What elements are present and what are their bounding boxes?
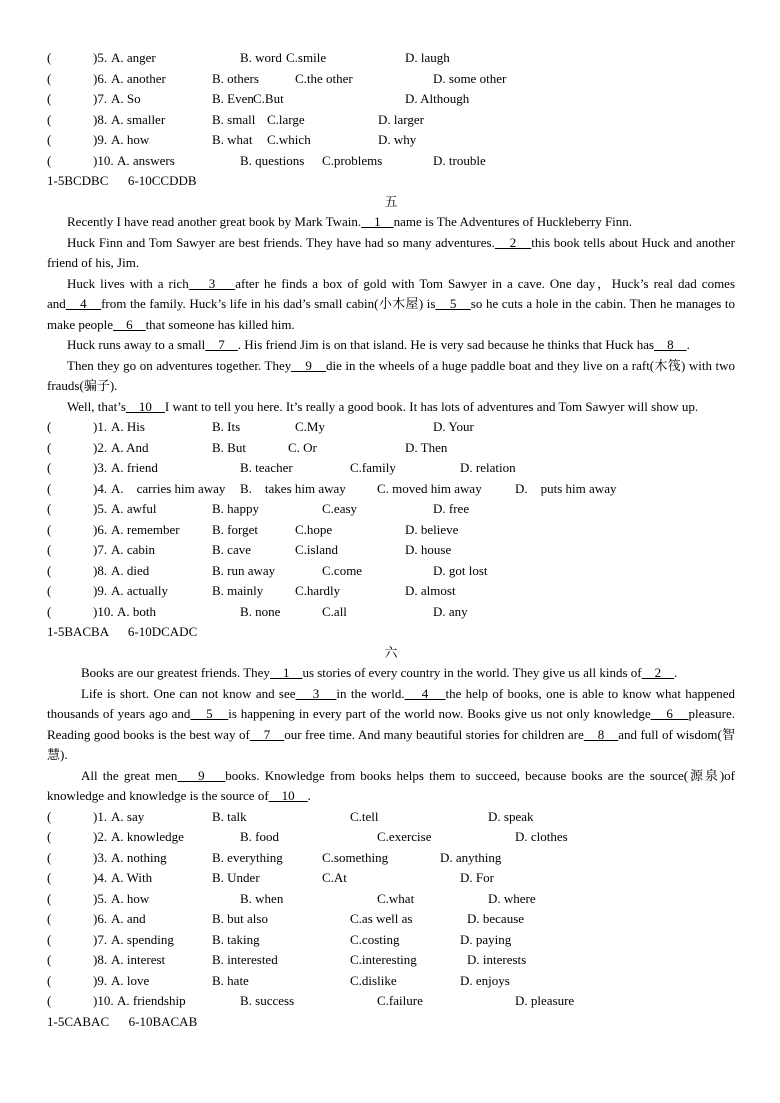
- option-a: A. actually: [111, 583, 169, 598]
- option-c: C.interesting: [350, 952, 417, 967]
- option-b: B. none: [240, 603, 281, 619]
- option-b: B. interested: [212, 952, 278, 967]
- question-number: )7.: [93, 91, 108, 106]
- question-row: [47, 89, 735, 110]
- answer-blank: (: [47, 562, 52, 578]
- question-number: )4.: [93, 870, 108, 885]
- option-c: C.At: [322, 870, 347, 885]
- passage-text: Huck runs away to a small: [67, 337, 206, 352]
- blank-number: 9: [291, 357, 326, 373]
- question-list: [47, 417, 735, 622]
- option-a: A. answers: [117, 152, 175, 168]
- option-c: C.costing: [350, 931, 400, 947]
- option-a: A. both: [117, 603, 156, 619]
- passage-text: after he finds a box of gold with Tom Sawyer in a cave. One day，Huck’s real dad comes and: [47, 275, 736, 311]
- question-row: [47, 909, 735, 930]
- question-number: )6.: [93, 911, 108, 926]
- answer-blank: (: [47, 460, 52, 475]
- passage-paragraph: [47, 663, 735, 684]
- option-b: B. everything: [212, 849, 283, 865]
- section-heading: 六: [384, 644, 398, 660]
- option-b: B. what: [212, 132, 253, 147]
- blank-number: 10: [125, 398, 165, 414]
- option-c: C.hardly: [295, 583, 341, 598]
- option-c: C.My: [295, 419, 325, 434]
- option-b: B. taking: [212, 931, 260, 947]
- option-d: D. some other: [433, 70, 507, 86]
- blank-number: 8: [583, 726, 619, 742]
- option-b: B. mainly: [212, 583, 264, 598]
- option-b: B. food: [240, 829, 279, 844]
- passage-text: name is The Adventures of Huckleberry Finn.: [393, 214, 633, 229]
- answer-blank: (: [47, 911, 52, 926]
- answer-key: 1-5BCDBC 6-10CCDDB: [47, 173, 197, 188]
- option-d: D. free: [433, 501, 470, 516]
- passage-text: pleasure. Reading good books is the best way of: [47, 706, 736, 742]
- question-list: [47, 48, 735, 171]
- option-c: C. moved him away: [377, 480, 482, 496]
- option-b: B. run away: [212, 562, 276, 578]
- question-row: [47, 827, 735, 848]
- passage: [47, 663, 735, 807]
- option-c: C.But: [253, 91, 284, 106]
- passage-text: that someone has killed him.: [145, 316, 295, 332]
- option-c: C.tell: [350, 808, 379, 824]
- passage-text: our free time. And many beautiful stories for children are: [284, 726, 584, 742]
- option-c: C.problems: [322, 152, 383, 168]
- option-d: D. because: [467, 911, 525, 926]
- passage-text: is happening in every part of the world now. Books give us not only knowledge: [228, 706, 651, 721]
- answer-blank: (: [47, 993, 52, 1008]
- blank-number: 3: [188, 275, 236, 291]
- option-a: A. With: [111, 870, 153, 885]
- passage-text: books. Knowledge from books helps them to succeed, because books are the source(源泉)of knowledge and knowledge is the source of: [47, 767, 736, 803]
- passage-text: Then they go on adventures together. They: [67, 357, 292, 373]
- answer-blank: (: [47, 849, 52, 865]
- question-row: [47, 151, 735, 172]
- answer-blank: (: [47, 111, 52, 127]
- option-d: D. believe: [405, 521, 459, 537]
- option-c: C. Or: [288, 439, 317, 455]
- option-b: B. success: [240, 993, 295, 1008]
- passage-text: Huck lives with a rich: [67, 275, 189, 291]
- option-a: A. nothing: [111, 849, 167, 865]
- question-number: )9.: [93, 583, 108, 598]
- option-b: B. small: [212, 111, 256, 127]
- passage-paragraph: [47, 233, 735, 274]
- answer-blank: (: [47, 952, 52, 967]
- passage-text: I want to tell you here. It’s really a good book. It has lots of adventures and Tom Sawyer will show up.: [164, 398, 699, 414]
- option-d: D. trouble: [433, 152, 486, 168]
- option-a: A. anger: [111, 50, 156, 65]
- option-c: C.smile: [286, 50, 327, 65]
- passage-text: . His friend Jim is on that island. He is very sad because he thinks that Huck has: [237, 337, 655, 352]
- answer-blank: (: [47, 583, 52, 598]
- question-number: )3.: [93, 849, 108, 865]
- blank-number: 9: [177, 767, 226, 783]
- question-number: )2.: [93, 829, 108, 844]
- option-a: A. friend: [111, 460, 158, 475]
- option-a: A. remember: [111, 521, 180, 537]
- option-a: A. smaller: [111, 111, 166, 127]
- passage-text: Huck Finn and Tom Sawyer are best friends. They have had so many adventures.: [67, 234, 495, 250]
- option-d: D. clothes: [515, 829, 568, 844]
- option-d: D. puts him away: [515, 480, 617, 496]
- option-c: C.large: [267, 111, 305, 127]
- option-b: B. others: [212, 70, 259, 86]
- option-a: A. interest: [111, 952, 166, 967]
- passage-text: the help of books, one is able to know what happened thousands of years ago and: [47, 685, 736, 721]
- question-row: [47, 930, 735, 951]
- passage-paragraph: [47, 356, 735, 397]
- blank-number: 1: [269, 665, 303, 680]
- passage-text: Recently I have read another great book by Mark Twain.: [67, 214, 362, 229]
- option-c: C.easy: [322, 501, 358, 516]
- question-number: )2.: [93, 439, 108, 455]
- question-number: )5.: [93, 890, 108, 906]
- question-number: )6.: [93, 521, 108, 537]
- question-number: )5.: [93, 50, 108, 65]
- passage-text: Well, that’s: [67, 398, 126, 414]
- option-a: A. say: [111, 808, 145, 824]
- option-a: A. spending: [111, 931, 174, 947]
- option-a: A. And: [111, 439, 149, 455]
- option-b: B. takes him away: [240, 480, 346, 496]
- blank-number: 2: [641, 665, 675, 680]
- option-d: D. Your: [433, 419, 474, 434]
- question-number: )1.: [93, 419, 108, 434]
- question-row: [47, 971, 735, 992]
- passage-paragraph: [47, 684, 735, 766]
- option-b: B. But: [212, 439, 246, 455]
- option-d: D. laugh: [405, 50, 450, 65]
- option-c: C.the other: [295, 70, 353, 86]
- option-d: D. interests: [467, 952, 527, 967]
- question-number: )8.: [93, 562, 108, 578]
- question-row: [47, 417, 735, 438]
- question-number: )9.: [93, 132, 108, 147]
- option-a: A. cabin: [111, 542, 156, 557]
- blank-number: 8: [654, 337, 687, 352]
- option-d: D. paying: [460, 931, 512, 947]
- document-page: [47, 48, 735, 1032]
- option-d: D. enjoys: [460, 972, 510, 988]
- question-row: [47, 561, 735, 582]
- passage-text: us stories of every country in the world. They give us all kinds of: [302, 665, 642, 680]
- option-b: B. teacher: [240, 460, 293, 475]
- question-number: )5.: [93, 501, 108, 516]
- answer-blank: (: [47, 972, 52, 988]
- option-d: D. pleasure: [515, 993, 575, 1008]
- blank-number: 2: [494, 234, 532, 250]
- option-d: D. got lost: [433, 562, 488, 578]
- blank-number: 1: [361, 214, 394, 229]
- option-b: B. Its: [212, 419, 241, 434]
- answer-blank: (: [47, 50, 52, 65]
- option-d: D. For: [460, 870, 494, 885]
- passage-text: die in the wheels of a huge paddle boat and they live on a raft(木筏) with two frauds(骗子).: [47, 357, 736, 393]
- option-c: C.dislike: [350, 972, 397, 988]
- option-a: A. another: [111, 70, 166, 86]
- option-a: A. how: [111, 132, 150, 147]
- question-row: [47, 602, 735, 623]
- option-b: B. Under: [212, 870, 260, 885]
- question-number: )10.: [93, 603, 114, 619]
- answer-blank: (: [47, 70, 52, 86]
- option-a: A. and: [111, 911, 146, 926]
- question-row: [47, 807, 735, 828]
- answer-blank: (: [47, 132, 52, 147]
- question-number: )7.: [93, 542, 108, 557]
- option-c: C.hope: [295, 521, 333, 537]
- answer-blank: (: [47, 870, 52, 885]
- passage: [47, 212, 735, 417]
- answer-blank: (: [47, 521, 52, 537]
- option-d: D. house: [405, 542, 452, 557]
- option-b: B. cave: [212, 542, 251, 557]
- passage-text: .: [674, 665, 678, 680]
- option-b: B. questions: [240, 152, 305, 168]
- option-d: D. where: [488, 890, 536, 906]
- option-a: A. died: [111, 562, 150, 578]
- question-number: )10.: [93, 993, 114, 1008]
- passage-paragraph: [47, 397, 735, 418]
- option-a: A. awful: [111, 501, 157, 516]
- question-number: )10.: [93, 152, 114, 168]
- answer-blank: (: [47, 931, 52, 947]
- blank-number: 3: [295, 685, 337, 701]
- answer-blank: (: [47, 603, 52, 619]
- option-c: C.family: [350, 460, 396, 475]
- answer-blank: (: [47, 829, 52, 844]
- passage-paragraph: [47, 335, 735, 356]
- question-row: [47, 110, 735, 131]
- option-d: D. anything: [440, 849, 502, 865]
- option-d: D. larger: [378, 111, 424, 127]
- option-c: C.all: [322, 603, 347, 619]
- question-row: [47, 950, 735, 971]
- option-d: D. almost: [405, 583, 456, 598]
- blank-number: 4: [404, 685, 446, 701]
- passage-text: Books are our greatest friends. They: [81, 665, 270, 680]
- question-number: )1.: [93, 808, 108, 824]
- question-number: )9.: [93, 972, 108, 988]
- option-d: D. why: [378, 132, 417, 147]
- answer-blank: (: [47, 501, 52, 516]
- blank-number: 7: [249, 726, 285, 742]
- question-list: [47, 807, 735, 1012]
- passage-paragraph: [47, 274, 735, 336]
- question-row: [47, 438, 735, 459]
- option-d: D. any: [433, 603, 468, 619]
- question-number: )8.: [93, 111, 108, 127]
- answer-blank: (: [47, 480, 52, 496]
- answer-blank: (: [47, 152, 52, 168]
- passage-text: .: [686, 337, 690, 352]
- question-row: [47, 991, 735, 1012]
- option-b: B. hate: [212, 972, 249, 988]
- option-a: A. how: [111, 890, 150, 906]
- question-number: )3.: [93, 460, 108, 475]
- question-row: [47, 540, 735, 561]
- answer-blank: (: [47, 542, 52, 557]
- blank-number: 6: [650, 706, 689, 721]
- blank-number: 10: [268, 788, 308, 803]
- question-row: [47, 848, 735, 869]
- blank-number: 5: [190, 706, 229, 721]
- option-c: C.as well as: [350, 911, 413, 926]
- question-row: [47, 868, 735, 889]
- passage-text: .: [307, 788, 311, 803]
- question-number: )8.: [93, 952, 108, 967]
- question-row: [47, 499, 735, 520]
- option-b: B. talk: [212, 808, 247, 824]
- option-c: C.exercise: [377, 829, 432, 844]
- answer-blank: (: [47, 808, 52, 824]
- option-b: B. when: [240, 890, 284, 906]
- passage-text: in the world.: [336, 685, 405, 701]
- answer-key: 1-5BACBA 6-10DCADC: [47, 624, 198, 639]
- passage-paragraph: [47, 212, 735, 233]
- blank-number: 4: [65, 296, 102, 311]
- option-a: A. knowledge: [111, 829, 184, 844]
- question-row: [47, 520, 735, 541]
- blank-number: 7: [205, 337, 238, 352]
- option-c: C.what: [377, 890, 415, 906]
- option-a: A. His: [111, 419, 145, 434]
- option-c: C.island: [295, 542, 338, 557]
- option-c: C.which: [267, 132, 311, 147]
- option-d: D. speak: [488, 808, 534, 824]
- blank-number: 5: [435, 296, 471, 311]
- passage-text: and full of wisdom(智慧).: [47, 726, 736, 762]
- option-a: A. carries him away: [111, 480, 226, 496]
- question-row: [47, 458, 735, 479]
- option-b: B. forget: [212, 521, 258, 537]
- option-d: D. Then: [405, 439, 448, 455]
- passage-text: Life is short. One can not know and see: [81, 685, 296, 701]
- passage-text: All the great men: [81, 767, 178, 783]
- answer-blank: (: [47, 91, 52, 106]
- section-heading: 五: [384, 193, 398, 209]
- question-row: [47, 581, 735, 602]
- passage-text: this book tells about Huck and another friend of his, Jim.: [47, 234, 735, 270]
- option-c: C.something: [322, 849, 389, 865]
- option-b: B. but also: [212, 911, 268, 926]
- passage-text: so he cuts a hole in the cabin. Then he manages to make people: [47, 296, 736, 332]
- option-a: A. love: [111, 972, 150, 988]
- answer-blank: (: [47, 419, 52, 434]
- option-b: B. word: [240, 50, 282, 65]
- option-b: B. Even: [212, 91, 254, 106]
- option-a: A. So: [111, 91, 141, 106]
- question-row: [47, 479, 735, 500]
- option-d: D. Although: [405, 91, 470, 106]
- option-b: B. happy: [212, 501, 259, 516]
- blank-number: 6: [113, 316, 146, 332]
- question-row: [47, 48, 735, 69]
- question-row: [47, 889, 735, 910]
- option-d: D. relation: [460, 460, 516, 475]
- question-number: )6.: [93, 70, 108, 86]
- answer-blank: (: [47, 890, 52, 906]
- question-row: [47, 69, 735, 90]
- answer-blank: (: [47, 439, 52, 455]
- question-number: )7.: [93, 931, 108, 947]
- option-a: A. friendship: [117, 993, 186, 1008]
- option-c: C.failure: [377, 993, 423, 1008]
- passage-text: from the family. Huck’s life in his dad’s small cabin(小木屋) is: [101, 296, 436, 311]
- answer-key: 1-5CABAC 6-10BACAB: [47, 1013, 198, 1029]
- question-number: )4.: [93, 480, 108, 496]
- passage-paragraph: [47, 766, 735, 807]
- option-c: C.come: [322, 562, 363, 578]
- question-row: [47, 130, 735, 151]
